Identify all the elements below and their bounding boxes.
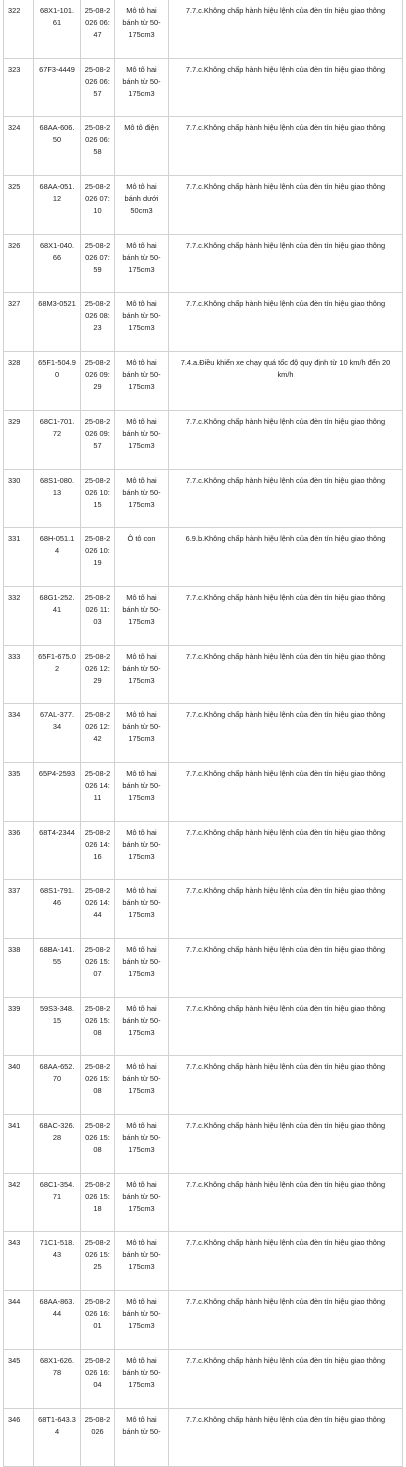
violation-description: 7.7.c.Không chấp hành hiệu lệnh của đèn tín hiệu giao thông bbox=[169, 586, 403, 645]
violation-time: 25-08-2026 14:11 bbox=[84, 768, 111, 802]
violation-time: 25-08-2026 08:23 bbox=[84, 299, 111, 333]
license-plate: 68AA-606.50 bbox=[39, 123, 75, 145]
violation-time: 25-08-2026 11:03 bbox=[84, 592, 111, 626]
table-row bbox=[4, 880, 403, 939]
row-number: 334 bbox=[4, 704, 34, 763]
violation-time: 25-08-2026 09:29 bbox=[84, 358, 111, 392]
vehicle-type-cell bbox=[115, 528, 169, 587]
row-number: 345 bbox=[4, 1349, 34, 1408]
license-plate: 68BA-141.55 bbox=[39, 945, 75, 966]
vehicle-type-cell bbox=[115, 704, 169, 763]
violation-description: 7.7.c.Không chấp hành hiệu lệnh của đèn tín hiệu giao thông bbox=[169, 0, 403, 58]
vehicle-type-cell bbox=[115, 997, 169, 1056]
vehicle-type: Mô tô hai bánh từ 50-175cm3 bbox=[122, 358, 161, 392]
vehicle-type: Mô tô hai bánh từ 50-175cm3 bbox=[122, 1355, 161, 1389]
violation-time: 25-08-2026 14:44 bbox=[84, 886, 111, 920]
license-plate: 68X1-101.61 bbox=[39, 6, 75, 27]
license-plate: 67AL-377.34 bbox=[39, 710, 75, 732]
violation-time-cell bbox=[81, 1232, 115, 1291]
violation-description: 7.7.c.Không chấp hành hiệu lệnh của đèn tín hiệu giao thông bbox=[169, 293, 403, 352]
violation-time-cell bbox=[81, 528, 115, 587]
violation-time: 25-08-2026 16:04 bbox=[84, 1355, 111, 1389]
license-plate-cell bbox=[34, 234, 81, 293]
vehicle-type: Mô tô hai bánh từ 50-175cm3 bbox=[122, 592, 161, 626]
license-plate-cell bbox=[34, 1115, 81, 1174]
violation-description: 7.7.c.Không chấp hành hiệu lệnh của đèn tín hiệu giao thông bbox=[169, 234, 403, 293]
table-row bbox=[4, 1056, 403, 1115]
row-number: 328 bbox=[4, 352, 34, 411]
vehicle-type-cell bbox=[115, 1173, 169, 1232]
violation-time-cell bbox=[81, 352, 115, 411]
license-plate-cell bbox=[34, 1408, 81, 1467]
vehicle-type: Mô tô hai bánh từ 50- bbox=[122, 1414, 161, 1436]
vehicle-type: Mô tô điện bbox=[124, 123, 159, 133]
license-plate-cell bbox=[34, 1173, 81, 1232]
vehicle-type: Mô tô hai bánh từ 50-175cm3 bbox=[122, 64, 161, 98]
violation-time: 25-08-2026 10:19 bbox=[84, 534, 111, 568]
violation-time: 25-08-2026 16:01 bbox=[84, 1297, 111, 1331]
violation-description: 7.7.c.Không chấp hành hiệu lệnh của đèn tín hiệu giao thông bbox=[169, 176, 403, 235]
license-plate: 68AA-051.12 bbox=[39, 182, 75, 204]
vehicle-type: Mô tô hai bánh từ 50-175cm3 bbox=[122, 651, 161, 685]
license-plate: 68AA-652.70 bbox=[39, 1062, 75, 1084]
license-plate-cell bbox=[34, 117, 81, 176]
violation-time: 25-08-2026 15:07 bbox=[84, 945, 111, 978]
license-plate-cell bbox=[34, 1232, 81, 1291]
row-number: 344 bbox=[4, 1291, 34, 1350]
violation-description: 7.7.c.Không chấp hành hiệu lệnh của đèn tín hiệu giao thông bbox=[169, 469, 403, 528]
vehicle-type-cell bbox=[115, 1408, 169, 1467]
vehicle-type-cell bbox=[115, 469, 169, 528]
license-plate: 68T4-2344 bbox=[39, 827, 75, 837]
table-row bbox=[4, 997, 403, 1056]
violation-time: 25-08-2026 06:58 bbox=[84, 123, 111, 157]
row-number: 331 bbox=[4, 528, 34, 587]
vehicle-type: Mô tô hai bánh từ 50-175cm3 bbox=[122, 1121, 161, 1155]
table-row bbox=[4, 469, 403, 528]
table-row bbox=[4, 1349, 403, 1408]
vehicle-type: Ô tô con bbox=[127, 534, 156, 544]
row-number: 343 bbox=[4, 1232, 34, 1291]
table-row bbox=[4, 762, 403, 821]
license-plate-cell bbox=[34, 176, 81, 235]
violation-time: 25-08-2026 06:57 bbox=[84, 64, 111, 98]
license-plate-cell bbox=[34, 762, 81, 821]
violation-time-cell bbox=[81, 704, 115, 763]
violation-description: 7.7.c.Không chấp hành hiệu lệnh của đèn tín hiệu giao thông bbox=[169, 1056, 403, 1115]
table-row bbox=[4, 1408, 403, 1467]
row-number: 327 bbox=[4, 293, 34, 352]
license-plate: 68S1-791.46 bbox=[39, 886, 75, 908]
violation-time-cell bbox=[81, 1173, 115, 1232]
license-plate-cell bbox=[34, 997, 81, 1056]
table-row bbox=[4, 1173, 403, 1232]
violation-time-cell bbox=[81, 117, 115, 176]
vehicle-type: Mô tô hai bánh từ 50-175cm3 bbox=[122, 1062, 161, 1096]
table-row bbox=[4, 410, 403, 469]
vehicle-type-cell bbox=[115, 762, 169, 821]
license-plate: 68H-051.14 bbox=[39, 534, 75, 556]
violation-description: 7.7.c.Không chấp hành hiệu lệnh của đèn tín hiệu giao thông bbox=[169, 117, 403, 176]
vehicle-type: Mô tô hai bánh từ 50-175cm3 bbox=[122, 299, 161, 333]
license-plate: 68X1-626.78 bbox=[39, 1355, 75, 1377]
license-plate: 68S1-080.13 bbox=[39, 475, 75, 497]
row-number: 339 bbox=[4, 997, 34, 1056]
vehicle-type: Mô tô hai bánh từ 50-175cm3 bbox=[122, 1297, 161, 1331]
vehicle-type-cell bbox=[115, 293, 169, 352]
violation-description: 7.7.c.Không chấp hành hiệu lệnh của đèn tín hiệu giao thông bbox=[169, 939, 403, 998]
vehicle-type-cell bbox=[115, 234, 169, 293]
row-number: 333 bbox=[4, 645, 34, 704]
table-row bbox=[4, 1291, 403, 1350]
row-number: 326 bbox=[4, 234, 34, 293]
table-row bbox=[4, 293, 403, 352]
vehicle-type: Mô tô hai bánh từ 50-175cm3 bbox=[122, 945, 161, 978]
violation-description: 7.7.c.Không chấp hành hiệu lệnh của đèn tín hiệu giao thông bbox=[169, 1115, 403, 1174]
license-plate: 65F1-675.02 bbox=[38, 651, 76, 673]
table-row bbox=[4, 821, 403, 880]
table-row bbox=[4, 234, 403, 293]
violation-time-cell bbox=[81, 410, 115, 469]
violation-description: 7.7.c.Không chấp hành hiệu lệnh của đèn tín hiệu giao thông bbox=[169, 645, 403, 704]
license-plate: 59S3-348.15 bbox=[39, 1003, 75, 1025]
violation-description: 7.7.c.Không chấp hành hiệu lệnh của đèn tín hiệu giao thông bbox=[169, 1349, 403, 1408]
violation-description: 7.7.c.Không chấp hành hiệu lệnh của đèn tín hiệu giao thông bbox=[169, 997, 403, 1056]
violation-description: 7.7.c.Không chấp hành hiệu lệnh của đèn tín hiệu giao thông bbox=[169, 880, 403, 939]
vehicle-type-cell bbox=[115, 645, 169, 704]
violation-time-cell bbox=[81, 1115, 115, 1174]
license-plate: 67F3-4449 bbox=[39, 64, 75, 74]
violation-time: 25-08-2026 10:15 bbox=[84, 475, 111, 509]
row-number: 324 bbox=[4, 117, 34, 176]
violation-time-cell bbox=[81, 997, 115, 1056]
row-number: 338 bbox=[4, 939, 34, 998]
violation-description: 6.9.b.Không chấp hành hiệu lệnh của đèn tín hiệu giao thông bbox=[169, 528, 403, 587]
violation-time-cell bbox=[81, 58, 115, 117]
violation-description: 7.7.c.Không chấp hành hiệu lệnh của đèn tín hiệu giao thông bbox=[169, 1291, 403, 1350]
violation-time: 25-08-2026 12:42 bbox=[84, 710, 111, 744]
violation-time: 25-08-2026 15:25 bbox=[84, 1238, 111, 1272]
license-plate: 68M3-0521 bbox=[38, 299, 76, 309]
violation-time-cell bbox=[81, 1408, 115, 1467]
license-plate: 68X1-040.66 bbox=[39, 240, 75, 262]
vehicle-type-cell bbox=[115, 880, 169, 939]
vehicle-type: Mô tô hai bánh từ 50-175cm3 bbox=[122, 1179, 161, 1213]
violation-time-cell bbox=[81, 1349, 115, 1408]
license-plate-cell bbox=[34, 1349, 81, 1408]
violation-description: 7.4.a.Điều khiển xe chạy quá tốc độ quy định từ 10 km/h đến 20 km/h bbox=[169, 352, 403, 411]
license-plate-cell bbox=[34, 410, 81, 469]
license-plate: 68AA-863.44 bbox=[39, 1297, 75, 1319]
row-number: 346 bbox=[4, 1408, 34, 1467]
table-row bbox=[4, 939, 403, 998]
license-plate-cell bbox=[34, 645, 81, 704]
violation-time-cell bbox=[81, 645, 115, 704]
violation-time: 25-08-2026 15:08 bbox=[84, 1003, 111, 1037]
vehicle-type: Mô tô hai bánh từ 50-175cm3 bbox=[122, 416, 161, 450]
license-plate-cell bbox=[34, 293, 81, 352]
violation-time: 25-08-2026 06:47 bbox=[84, 6, 111, 39]
table-row bbox=[4, 586, 403, 645]
violation-time: 25-08-2026 07:59 bbox=[84, 240, 111, 274]
violation-time: 25-08-2026 07:10 bbox=[84, 182, 111, 216]
row-number: 322 bbox=[4, 0, 34, 58]
violation-time: 25-08-2026 15:18 bbox=[84, 1179, 111, 1213]
vehicle-type-cell bbox=[115, 1115, 169, 1174]
violation-time-cell bbox=[81, 176, 115, 235]
license-plate-cell bbox=[34, 704, 81, 763]
vehicle-type: Mô tô hai bánh từ 50-175cm3 bbox=[122, 886, 161, 920]
violation-description: 7.7.c.Không chấp hành hiệu lệnh của đèn tín hiệu giao thông bbox=[169, 704, 403, 763]
vehicle-type-cell bbox=[115, 586, 169, 645]
vehicle-type: Mô tô hai bánh từ 50-175cm3 bbox=[122, 768, 161, 802]
license-plate: 68G1-252.41 bbox=[39, 592, 75, 614]
row-number: 335 bbox=[4, 762, 34, 821]
row-number: 342 bbox=[4, 1173, 34, 1232]
violation-time-cell bbox=[81, 586, 115, 645]
vehicle-type-cell bbox=[115, 0, 169, 58]
violation-time: 25-08-2026 12:29 bbox=[84, 651, 111, 685]
vehicle-type-cell bbox=[115, 176, 169, 235]
table-row bbox=[4, 1115, 403, 1174]
violation-description: 7.7.c.Không chấp hành hiệu lệnh của đèn tín hiệu giao thông bbox=[169, 410, 403, 469]
table-body bbox=[4, 0, 403, 1467]
vehicle-type: Mô tô hai bánh dưới 50cm3 bbox=[124, 182, 159, 216]
table-row bbox=[4, 528, 403, 587]
row-number: 332 bbox=[4, 586, 34, 645]
vehicle-type: Mô tô hai bánh từ 50-175cm3 bbox=[122, 827, 161, 861]
violation-time: 25-08-2026 15:08 bbox=[84, 1062, 111, 1096]
row-number: 325 bbox=[4, 176, 34, 235]
license-plate-cell bbox=[34, 939, 81, 998]
violation-description: 7.7.c.Không chấp hành hiệu lệnh của đèn tín hiệu giao thông bbox=[169, 1173, 403, 1232]
license-plate-cell bbox=[34, 528, 81, 587]
row-number: 330 bbox=[4, 469, 34, 528]
violation-time-cell bbox=[81, 469, 115, 528]
license-plate-cell bbox=[34, 352, 81, 411]
violation-description: 7.7.c.Không chấp hành hiệu lệnh của đèn tín hiệu giao thông bbox=[169, 1232, 403, 1291]
license-plate: 68T1-643.34 bbox=[38, 1414, 76, 1436]
vehicle-type: Mô tô hai bánh từ 50-175cm3 bbox=[122, 710, 161, 744]
table-row bbox=[4, 352, 403, 411]
table-row bbox=[4, 1232, 403, 1291]
vehicle-type: Mô tô hai bánh từ 50-175cm3 bbox=[122, 475, 161, 509]
license-plate: 68C1-701.72 bbox=[39, 416, 75, 438]
license-plate-cell bbox=[34, 821, 81, 880]
vehicle-type-cell bbox=[115, 1232, 169, 1291]
vehicle-type: Mô tô hai bánh từ 50-175cm3 bbox=[122, 1003, 161, 1037]
license-plate-cell bbox=[34, 586, 81, 645]
license-plate-cell bbox=[34, 469, 81, 528]
row-number: 341 bbox=[4, 1115, 34, 1174]
license-plate-cell bbox=[34, 0, 81, 58]
violation-time-cell bbox=[81, 821, 115, 880]
license-plate-cell bbox=[34, 1291, 81, 1350]
license-plate: 65P4-2593 bbox=[38, 768, 76, 778]
vehicle-type-cell bbox=[115, 1291, 169, 1350]
vehicle-type-cell bbox=[115, 821, 169, 880]
vehicle-type-cell bbox=[115, 352, 169, 411]
vehicle-type-cell bbox=[115, 1056, 169, 1115]
violation-time: 25-08-2026 14:16 bbox=[84, 827, 111, 861]
license-plate-cell bbox=[34, 880, 81, 939]
violation-time-cell bbox=[81, 1056, 115, 1115]
row-number: 336 bbox=[4, 821, 34, 880]
violation-time-cell bbox=[81, 1291, 115, 1350]
vehicle-type-cell bbox=[115, 117, 169, 176]
violation-time-cell bbox=[81, 293, 115, 352]
table-row bbox=[4, 58, 403, 117]
vehicle-type-cell bbox=[115, 410, 169, 469]
violation-description: 7.7.c.Không chấp hành hiệu lệnh của đèn tín hiệu giao thông bbox=[169, 1408, 403, 1467]
vehicle-type: Mô tô hai bánh từ 50-175cm3 bbox=[122, 240, 161, 274]
violation-description: 7.7.c.Không chấp hành hiệu lệnh của đèn tín hiệu giao thông bbox=[169, 821, 403, 880]
violation-time: 25-08-2026 15:08 bbox=[84, 1121, 111, 1155]
row-number: 323 bbox=[4, 58, 34, 117]
table-row bbox=[4, 704, 403, 763]
license-plate-cell bbox=[34, 58, 81, 117]
table-row bbox=[4, 117, 403, 176]
table-row bbox=[4, 645, 403, 704]
violation-description: 7.7.c.Không chấp hành hiệu lệnh của đèn tín hiệu giao thông bbox=[169, 58, 403, 117]
license-plate: 71C1-518.43 bbox=[39, 1238, 75, 1260]
violation-time-cell bbox=[81, 762, 115, 821]
violation-time-cell bbox=[81, 939, 115, 998]
row-number: 340 bbox=[4, 1056, 34, 1115]
license-plate-cell bbox=[34, 1056, 81, 1115]
violations-table bbox=[3, 0, 403, 1467]
license-plate: 68C1-354.71 bbox=[39, 1179, 75, 1201]
violation-time-cell bbox=[81, 234, 115, 293]
row-number: 337 bbox=[4, 880, 34, 939]
table-row bbox=[4, 176, 403, 235]
row-number: 329 bbox=[4, 410, 34, 469]
vehicle-type-cell bbox=[115, 939, 169, 998]
vehicle-type-cell bbox=[115, 58, 169, 117]
violation-time-cell bbox=[81, 0, 115, 58]
violation-time: 25-08-2026 bbox=[84, 1414, 111, 1436]
vehicle-type: Mô tô hai bánh từ 50-175cm3 bbox=[122, 6, 161, 39]
violation-time-cell bbox=[81, 880, 115, 939]
violation-time: 25-08-2026 09:57 bbox=[84, 416, 111, 450]
license-plate: 68AC-326.28 bbox=[39, 1121, 75, 1143]
vehicle-type-cell bbox=[115, 1349, 169, 1408]
violation-description: 7.7.c.Không chấp hành hiệu lệnh của đèn tín hiệu giao thông bbox=[169, 762, 403, 821]
table-row bbox=[4, 0, 403, 58]
license-plate: 65F1-504.90 bbox=[38, 358, 76, 380]
vehicle-type: Mô tô hai bánh từ 50-175cm3 bbox=[122, 1238, 161, 1272]
